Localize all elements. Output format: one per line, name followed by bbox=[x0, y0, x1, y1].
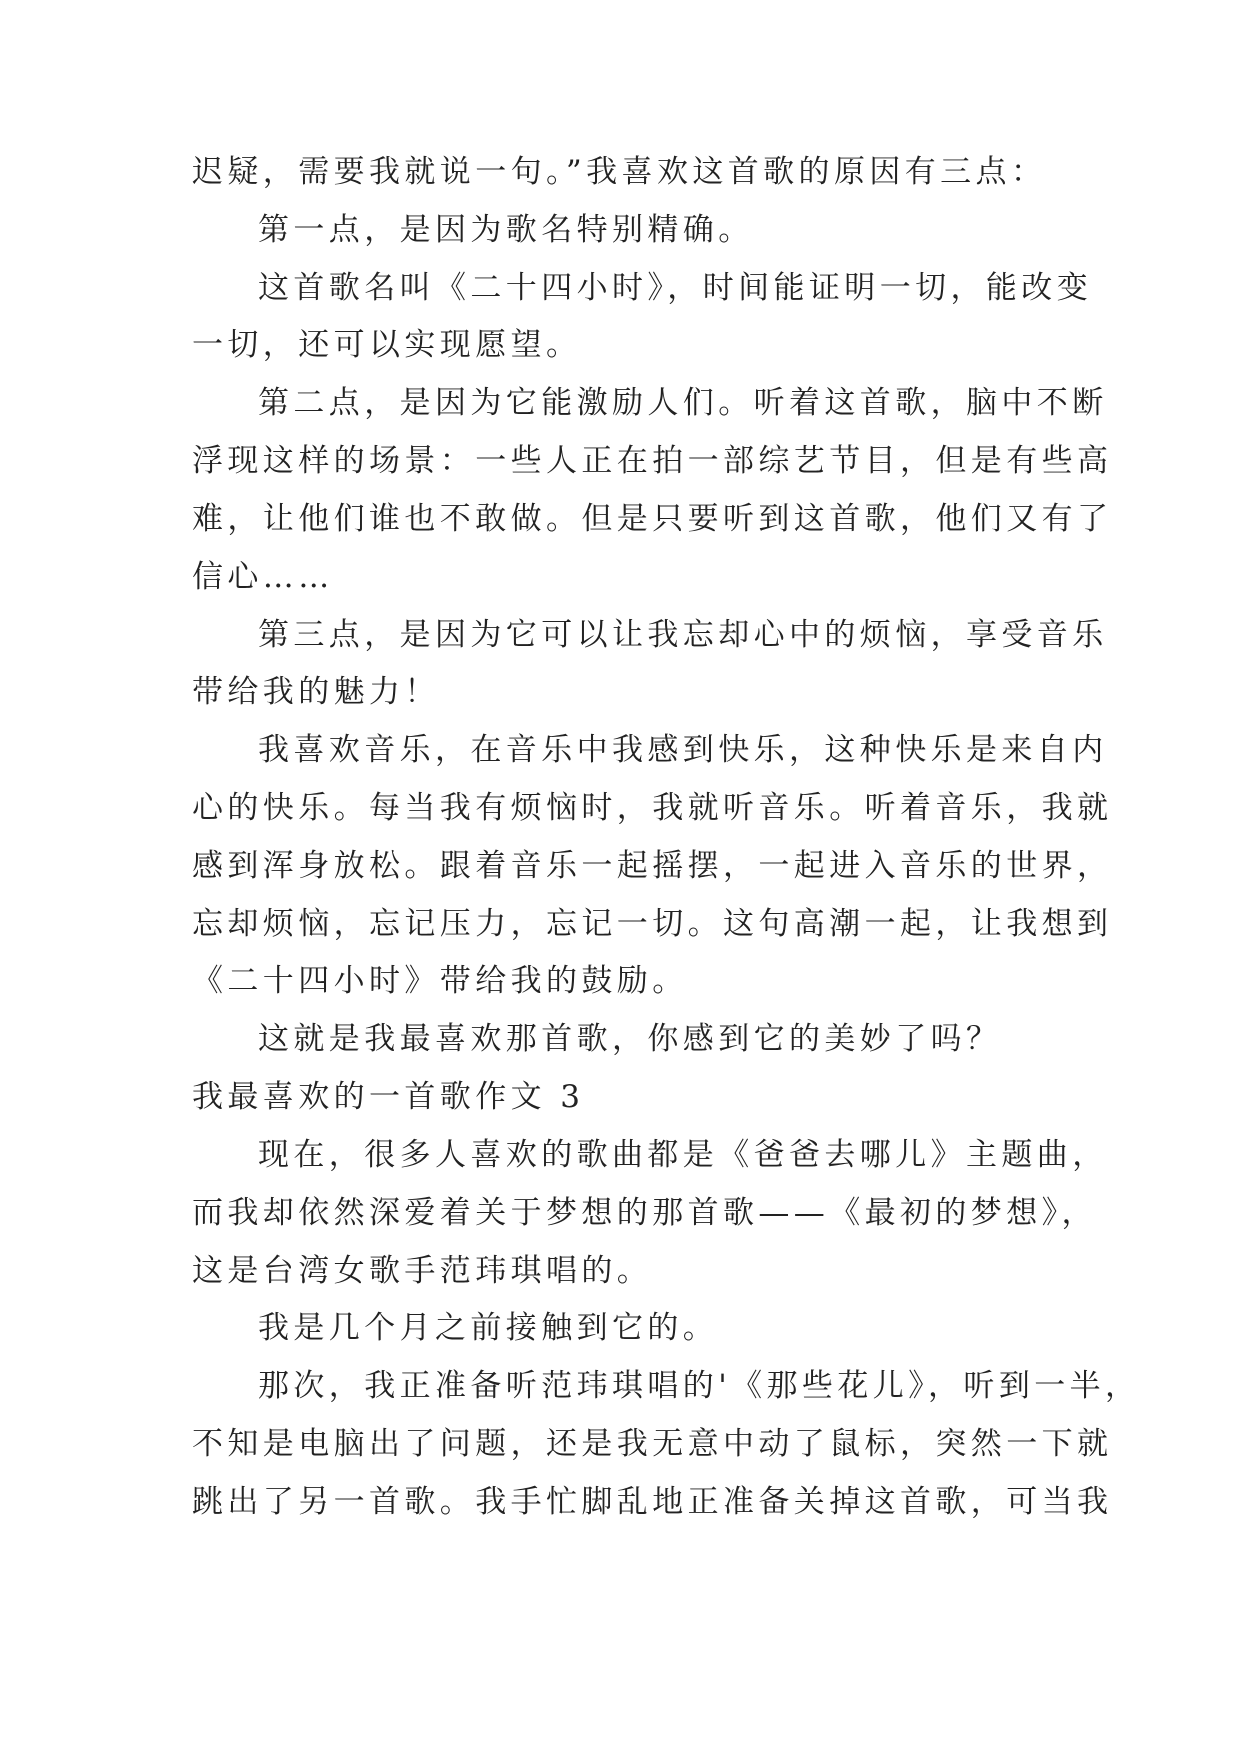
text-line: 带给我的魅力！ bbox=[192, 674, 440, 710]
text-line: 信心…… bbox=[192, 559, 334, 595]
text-line: 这首歌名叫《二十四小时》，时间能证明一切，能改变 bbox=[258, 270, 1093, 306]
text-line: 不知是电脑出了问题，还是我无意中动了鼠标，突然一下就 bbox=[192, 1426, 1113, 1462]
section-heading: 我最喜欢的一首歌作文 3 bbox=[192, 1079, 585, 1115]
text-line: 那次，我正准备听范玮琪唱的'《那些花儿》，听到一半， bbox=[258, 1368, 1141, 1404]
text-line: 一切，还可以实现愿望。 bbox=[192, 327, 582, 363]
text-line: 而我却依然深爱着关于梦想的那首歌——《最初的梦想》， bbox=[192, 1195, 1097, 1231]
text-line: 第三点，是因为它可以让我忘却心中的烦恼，享受音乐 bbox=[258, 617, 1108, 653]
text-line: 迟疑，需要我就说一句。”我喜欢这首歌的原因有三点： bbox=[192, 154, 1047, 190]
text-line: 难，让他们谁也不敢做。但是只要听到这首歌，他们又有了 bbox=[192, 501, 1113, 537]
text-line: 第二点，是因为它能激励人们。听着这首歌，脑中不断 bbox=[258, 385, 1108, 421]
text-line: 这就是我最喜欢那首歌，你感到它的美妙了吗？ bbox=[258, 1021, 1002, 1057]
text-line: 《二十四小时》带给我的鼓励。 bbox=[192, 963, 688, 999]
text-line: 浮现这样的场景：一些人正在拍一部综艺节目，但是有些高 bbox=[192, 443, 1113, 479]
text-line: 现在，很多人喜欢的歌曲都是《爸爸去哪儿》主题曲， bbox=[258, 1137, 1108, 1173]
text-line: 忘却烦恼，忘记压力，忘记一切。这句高潮一起，让我想到 bbox=[192, 906, 1113, 942]
text-line: 心的快乐。每当我有烦恼时，我就听音乐。听着音乐，我就 bbox=[192, 790, 1113, 826]
text-line: 我喜欢音乐，在音乐中我感到快乐，这种快乐是来自内 bbox=[258, 732, 1108, 768]
text-line: 这是台湾女歌手范玮琪唱的。 bbox=[192, 1253, 653, 1289]
text-line: 感到浑身放松。跟着音乐一起摇摆，一起进入音乐的世界， bbox=[192, 848, 1113, 884]
text-line: 第一点，是因为歌名特别精确。 bbox=[258, 212, 754, 248]
text-line: 我是几个月之前接触到它的。 bbox=[258, 1310, 719, 1346]
text-line: 跳出了另一首歌。我手忙脚乱地正准备关掉这首歌，可当我 bbox=[192, 1484, 1113, 1520]
